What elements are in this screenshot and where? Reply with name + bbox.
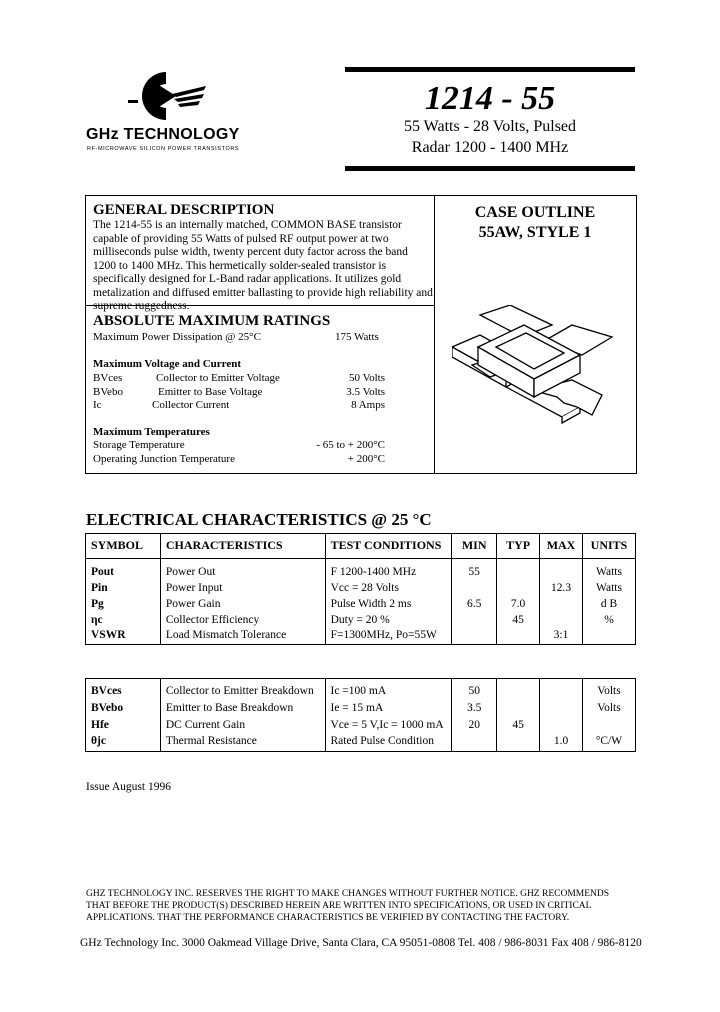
- table-row: [86, 734, 636, 751]
- spacer-cell: [86, 751, 161, 752]
- case-title: CASE OUTLINE: [474, 204, 596, 221]
- dc-characteristics-table: [85, 678, 636, 752]
- symbol-cell: θjc: [86, 734, 161, 751]
- characteristic-cell: Emitter to Base Breakdown: [160, 701, 325, 718]
- transistor-package-icon: [452, 305, 617, 435]
- units-cell: [583, 628, 636, 644]
- typ-cell: [497, 701, 540, 718]
- rating-desc: Emitter to Base Voltage: [158, 386, 263, 398]
- rf-characteristics-table: [85, 533, 636, 645]
- rating-val: 50 Volts: [349, 372, 385, 384]
- electrical-title: ELECTRICAL CHARACTERISTICS @ 25 °C: [86, 510, 432, 529]
- condition-cell: Duty = 20 %: [325, 613, 452, 629]
- general-text: The 1214-55 is an internally matched, COMMON BASE transistor capable of providing 55 Watts of pulsed RF output power at two milliseconds pulse width, twenty percent duty factor across the band 1200 to 1400 MHz. This hermetically solder-sealed transistor is specifically designed for L-Band radar applications. It utilizes gold metalization and diffused emitter ballasting to provide high reliability and supreme ruggedness.: [93, 219, 433, 312]
- header-rule-bottom: [345, 166, 635, 171]
- header-line-1: 55 Watts - 28 Volts, Pulsed: [403, 118, 577, 135]
- table-row: [86, 597, 636, 613]
- typ-cell: 45: [497, 718, 540, 735]
- condition-cell: Rated Pulse Condition: [325, 734, 452, 751]
- rating-val: 3.5 Volts: [346, 386, 385, 398]
- rating-sym: BVces: [93, 372, 123, 384]
- units-cell: Volts: [583, 679, 636, 702]
- spacer-cell: [497, 644, 540, 645]
- table-spacer: [86, 751, 636, 752]
- max-cell: [540, 559, 583, 582]
- min-cell: [452, 628, 497, 644]
- header-cell: MIN: [452, 534, 497, 559]
- disclaimer: GHZ TECHNOLOGY INC. RESERVES THE RIGHT TO MAKE CHANGES WITHOUT FURTHER NOTICE. GHZ RECOMMENDS THAT BEFORE THE PRODUCT(S) DESCRIBED HEREIN ARE WRITTEN INTO SPECIFICATIONS, OR USED IN CRITICAL APPLICATIONS. THAT THE PERFORMANCE CHARACTERISTICS BE VERIFIED BY CONTACTING THE FACTORY.: [86, 889, 610, 923]
- table-row: [86, 718, 636, 735]
- header-cell: TEST CONDITIONS: [325, 534, 452, 559]
- temp-val: + 200°C: [347, 453, 385, 465]
- characteristic-cell: Power Gain: [160, 597, 325, 613]
- min-cell: 20: [452, 718, 497, 735]
- units-cell: d B: [583, 597, 636, 613]
- table-row: [86, 559, 636, 582]
- max-cell: [540, 613, 583, 629]
- symbol-cell: Pg: [86, 597, 161, 613]
- company-logo-icon: [128, 68, 208, 124]
- header-line-2: Radar 1200 - 1400 MHz: [411, 139, 569, 156]
- typ-cell: 7.0: [497, 597, 540, 613]
- characteristic-cell: Thermal Resistance: [160, 734, 325, 751]
- rating-desc: Collector to Emitter Voltage: [156, 372, 280, 384]
- characteristic-cell: Power Input: [160, 581, 325, 597]
- symbol-cell: Pin: [86, 581, 161, 597]
- condition-cell: Ic =100 mA: [325, 679, 452, 702]
- power-label: Maximum Power Dissipation @ 25°C: [93, 331, 261, 343]
- table-row: [86, 679, 636, 702]
- typ-cell: [497, 559, 540, 582]
- temp-desc: Operating Junction Temperature: [93, 453, 235, 465]
- condition-cell: Vce = 5 V,Ic = 1000 mA: [325, 718, 452, 735]
- spacer-cell: [86, 644, 161, 645]
- spacer-cell: [160, 751, 325, 752]
- max-cell: 12.3: [540, 581, 583, 597]
- rating-sym: Ic: [93, 399, 102, 411]
- absolute-maximum-ratings: [93, 313, 433, 330]
- logo-name: GHz TECHNOLOGY: [86, 126, 240, 143]
- table-spacer: [86, 644, 636, 645]
- temp-desc: Storage Temperature: [93, 439, 185, 451]
- condition-cell: F 1200-1400 MHz: [325, 559, 452, 582]
- header-cell: CHARACTERISTICS: [160, 534, 325, 559]
- spacer-cell: [452, 751, 497, 752]
- rating-val: 8 Amps: [351, 399, 385, 411]
- spacer-cell: [583, 644, 636, 645]
- spacer-cell: [540, 644, 583, 645]
- spacer-cell: [325, 644, 452, 645]
- min-cell: 3.5: [452, 701, 497, 718]
- spacer-cell: [540, 751, 583, 752]
- max-cell: 3:1: [540, 628, 583, 644]
- part-number: 1214 - 55: [424, 80, 556, 117]
- symbol-cell: ηc: [86, 613, 161, 629]
- spacer-cell: [325, 751, 452, 752]
- spacer-cell: [452, 644, 497, 645]
- min-cell: [452, 613, 497, 629]
- max-cell: 1.0: [540, 734, 583, 751]
- condition-cell: F=1300MHz, Po=55W: [325, 628, 452, 644]
- general-description: [93, 202, 433, 314]
- characteristic-cell: Load Mismatch Tolerance: [160, 628, 325, 644]
- symbol-cell: Pout: [86, 559, 161, 582]
- units-cell: Watts: [583, 559, 636, 582]
- typ-cell: [497, 734, 540, 751]
- typ-cell: [497, 679, 540, 702]
- characteristic-cell: Power Out: [160, 559, 325, 582]
- header-cell: UNITS: [583, 534, 636, 559]
- table-row: [86, 613, 636, 629]
- characteristic-cell: DC Current Gain: [160, 718, 325, 735]
- spacer-cell: [160, 644, 325, 645]
- max-cell: [540, 718, 583, 735]
- issue-date: Issue August 1996: [86, 781, 171, 793]
- company-address: GHz Technology Inc. 3000 Oakmead Village Drive, Santa Clara, CA 95051-0808 Tel. 408 / 986-8031 Fax 408 / 986-8120: [80, 937, 642, 949]
- rating-sym: BVebo: [93, 386, 123, 398]
- spacer-cell: [497, 751, 540, 752]
- min-cell: 55: [452, 559, 497, 582]
- spacer-cell: [583, 751, 636, 752]
- power-value: 175 Watts: [335, 331, 379, 343]
- typ-cell: 45: [497, 613, 540, 629]
- characteristic-cell: Collector Efficiency: [160, 613, 325, 629]
- logo-tagline: RF-MICROWAVE SILICON POWER TRANSISTORS: [87, 146, 240, 152]
- units-cell: Volts: [583, 701, 636, 718]
- ratings-title: ABSOLUTE MAXIMUM RATINGS: [93, 313, 331, 329]
- max-cell: [540, 597, 583, 613]
- condition-cell: Pulse Width 2 ms: [325, 597, 452, 613]
- characteristic-cell: Collector to Emitter Breakdown: [160, 679, 325, 702]
- symbol-cell: Hfe: [86, 718, 161, 735]
- vc-title: Maximum Voltage and Current: [93, 358, 241, 370]
- header-rule-top: [345, 67, 635, 72]
- temp-val: - 65 to + 200°C: [316, 439, 385, 451]
- min-cell: [452, 734, 497, 751]
- header-cell: TYP: [497, 534, 540, 559]
- min-cell: 6.5: [452, 597, 497, 613]
- symbol-cell: BVces: [86, 679, 161, 702]
- symbol-cell: BVebo: [86, 701, 161, 718]
- header-cell: MAX: [540, 534, 583, 559]
- table-header-row: [86, 534, 636, 559]
- min-cell: [452, 581, 497, 597]
- header-cell: SYMBOL: [86, 534, 161, 559]
- min-cell: 50: [452, 679, 497, 702]
- symbol-cell: VSWR: [86, 628, 161, 644]
- units-cell: °C/W: [583, 734, 636, 751]
- rating-desc: Collector Current: [152, 399, 230, 411]
- table-row: [86, 581, 636, 597]
- temp-title: Maximum Temperatures: [93, 426, 210, 438]
- table-row: [86, 628, 636, 644]
- typ-cell: [497, 581, 540, 597]
- general-title: GENERAL DESCRIPTION: [93, 202, 275, 218]
- case-outline: [435, 203, 635, 243]
- max-cell: [540, 679, 583, 702]
- units-cell: %: [583, 613, 636, 629]
- condition-cell: Ie = 15 mA: [325, 701, 452, 718]
- units-cell: [583, 718, 636, 735]
- max-cell: [540, 701, 583, 718]
- case-style: 55AW, STYLE 1: [478, 224, 592, 241]
- condition-cell: Vcc = 28 Volts: [325, 581, 452, 597]
- table-row: [86, 701, 636, 718]
- units-cell: Watts: [583, 581, 636, 597]
- typ-cell: [497, 628, 540, 644]
